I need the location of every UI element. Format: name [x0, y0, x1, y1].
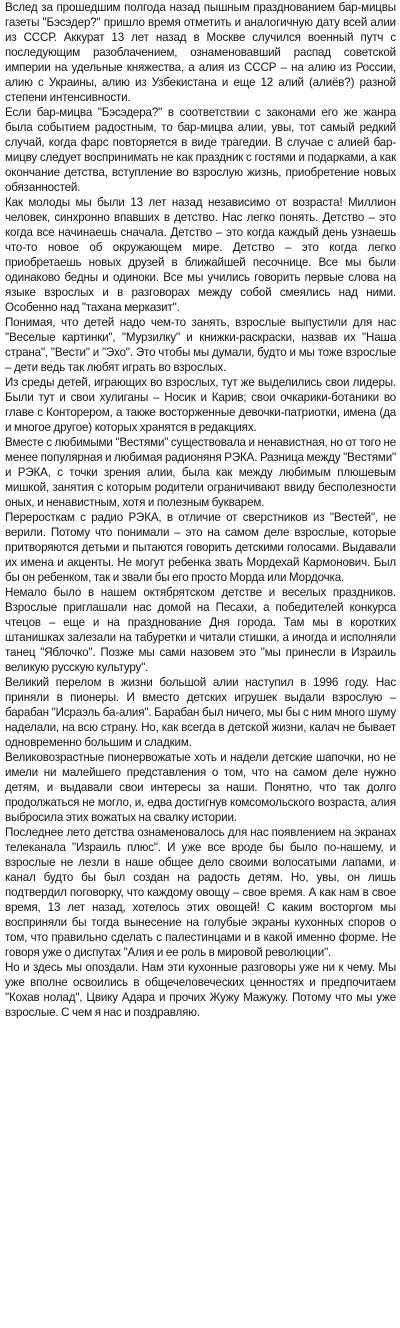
- paragraph-newspapers: Понимая, что детей надо чем-то занять, взрослые выпустили для нас "Веселые картинки", "Мурзилку" и книжки-раскраски, назвав их "Наша страна", "Вести" и "Эхо". Это чтобы мы думали, будто и мы тоже взрослые – дети ведь так любят играть во взрослых.: [5, 316, 396, 374]
- paragraph-israel-plus: Последнее лето детства ознаменовалось для нас появлением на экранах телеканала "Израиль плюс". И уже все вроде бы было по-нашему, и взрослые не лезли в наше общее дело своими волосатыми лапами, и канал будто бы был создан на радость детям. Но, увы, он лишь подтвердил поговорку, что каждому овощу – свое время. А как нам в свое время, 13 лет назад, хотелось этих овощей! С каким восторгом мы восприняли бы тогда вынесение на голубые экраны кухонных споров о том, что правильно сделать с палестинцами и в какой именно форме. Не говоря уже о диспутах "Алия и ее роль в мировой революции".: [5, 826, 396, 959]
- paragraph-reka-radio: Вместе с любимыми "Вестями" существовала и ненавистная, но от того не менее популярная и любимая радионяня РЭКА. Разница между "Вестями" и РЭКА, с точки зрения алии, была как между любимым плюшевым мишкой, занятия с которым родители ограничивают ввиду бесполезности оных, и ненавистным, хотя и полезным букварем.: [5, 436, 396, 509]
- paragraph-overgrown-kids: Переросткам с радио РЭКА, в отличие от сверстников из "Вестей", не верили. Потому что понимали – это на самом деле взрослые, которые притворяются детьми и пытаются говорить детскими голосами. Выдавали их имена и акценты. Не могут ребенка звать Мордехай Кармонович. Был бы он ребенком, так и звали бы его просто Морда или Мордочка.: [5, 511, 396, 584]
- paragraph-intro: Вслед за прошедшим полгода назад пышным празднованием бар-мицвы газеты "Бэсэдер?" пришло время отметить и аналогичную дату всей алии из СССР. Аккурат 13 лет назад в Москве случился военный путч с последующим разоблачением, ознаменовавший распад советской империи на удельные княжества, а алия из СССР – на алию из России, алию с Украины, алию из Узбекистана и еще 12 алий (алиёв?) разной степени интенсивности.: [5, 1, 396, 104]
- paragraph-holidays: Немало было в нашем октябрятском детстве и веселых праздников. Взрослые приглашали нас домой на Песахи, а победителей конкурса чтецов – еще и на празднование Дня города. Там мы в коротких штанишках залезали на табуретки и читали стишки, а иногда и исполняли танец "Яблочко". Позже мы сами назовем это "мы принесли в Израиль великую русскую культуру".: [5, 586, 396, 674]
- paragraph-1996-turning-point: Великий перелом в жизни большой алии наступил в 1996 году. Нас приняли в пионеры. И вместо детских игрушек выдали взрослую – барабан "Исраэль ба-алия". Барабан был ничего, мы бы с ним много шуму наделали, на всю страну. Но, как всегда в детской жизни, калач не бывает одновременно большим и сладким.: [5, 676, 396, 749]
- paragraph-childhood: Как молоды мы были 13 лет назад независимо от возраста! Миллион человек, синхронно впавших в детство. Нас легко понять. Детство – это когда все начинаешь сначала. Детство – это когда каждый день узнаешь что-то новое об окружающем мире. Детство – это когда легко приобретаешь новых друзей в ближайшей песочнице. Все мы были одинаково бедны и одиноки. Все мы учились говорить первые слова на языке взрослых и в разговорах между собой смеялись над ними. Особенно над "тахана мерказит".: [5, 196, 396, 314]
- paragraph-pioneer-leaders: Великовозрастные пионервожатые хоть и надели детские шапочки, но не имели ни малейшего представления о том, что на самом деле нужно детям, и выдавали свои интересы за наши. Понятно, что так долго продолжаться не могло, и, едва достигнув комсомольского возраста, алия выбросила этих вожатых на свалку истории.: [5, 751, 396, 824]
- paragraph-conclusion: Но и здесь мы опоздали. Нам эти кухонные разговоры уже ни к чему. Мы уже вполне освоились в общечеловеческих ценностях и предпочитаем "Кохав нолад", Цвику Адара и прочих Жужу Мажужу. Потому что мы уже взрослые. С чем я нас и поздравляю.: [5, 961, 396, 1019]
- article-body: [5, 0, 396, 1020]
- paragraph-bar-mitzvah: Если бар-мицва "Бэсэдера?" в соответствии с законами его же жанра была событием радостным, то бар-мицва алии, увы, тот самый редкий случай, когда фарс повторяется в виде трагедии. В случае с алией бар-мицву следует воспринимать не как праздник с гостями и подарками, а как окончание детства, вступление во взрослую жизнь, приобретение новых обязанностей.: [5, 106, 396, 194]
- paragraph-leaders: Из среды детей, играющих во взрослых, тут же выделились свои лидеры. Были тут и свои хулиганы – Носик и Карив; свои очкарики-ботаники во главе с Конторером, а также восторженные девочки-патриотки, имена (да и многое другое) которых хранятся в редакциях.: [5, 376, 396, 434]
